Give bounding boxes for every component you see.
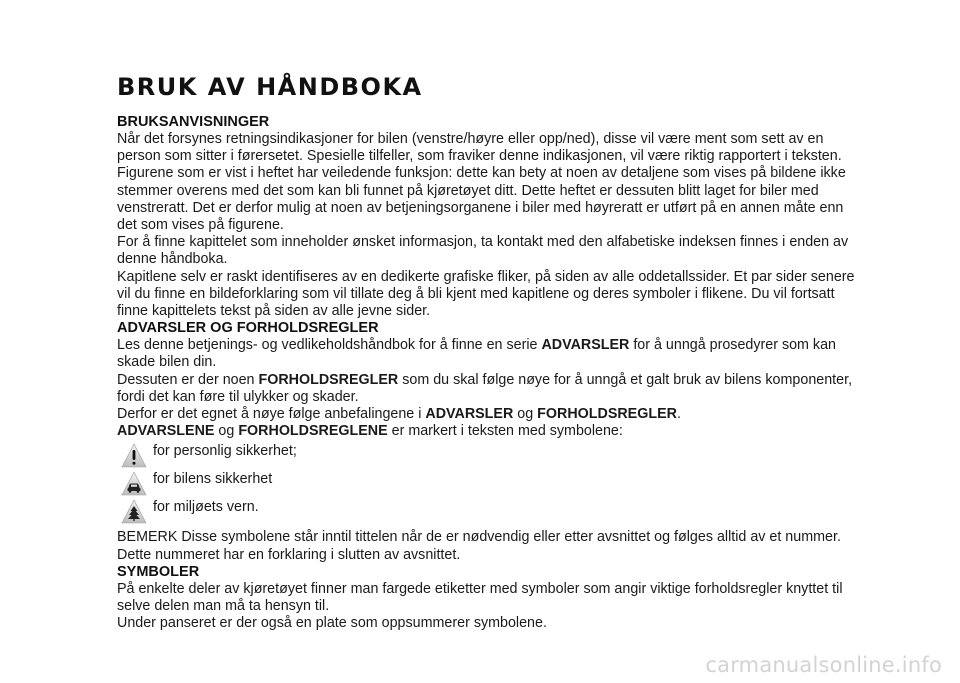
person-warning-icon bbox=[121, 443, 147, 469]
paragraph: Når det forsynes retningsindikasjoner for bilen (venstre/høyre eller opp/ned), disse vil være ment som sett av en person som sitter i førersetet. Spesielle tilfeller, som fraviker denne indikasjonen, vil være riktig rapportert i teksten. bbox=[117, 131, 842, 165]
bold-term: ADVARSLER bbox=[541, 337, 630, 354]
car-warning-icon bbox=[121, 471, 147, 497]
text-run: som du skal følge nøye for å unngå et galt bruk av bilens komponenter, fordi det kan føre til ulykker og skader. bbox=[117, 371, 853, 405]
text-run: Les denne betjenings- og vedlikeholdshåndbok for å finne en serie bbox=[117, 337, 542, 354]
section-heading-advarsler: ADVARSLER OG FORHOLDSREGLER bbox=[117, 320, 379, 337]
text-run: Dessuten er der noen bbox=[117, 371, 259, 388]
text-run: og bbox=[513, 406, 538, 423]
manual-page bbox=[117, 70, 859, 632]
symbol-label: for personlig sikkerhet; bbox=[153, 443, 297, 460]
text-run: er markert i teksten med symbolene: bbox=[387, 423, 623, 440]
section-heading-bruksanvisninger: BRUKSANVISNINGER bbox=[117, 114, 270, 130]
paragraph: Under panseret er der også en plate som oppsummerer symbolene. bbox=[117, 615, 547, 632]
watermark: carmanualsonline.info bbox=[705, 653, 942, 677]
symbol-row-vehicle bbox=[121, 471, 859, 499]
symbol-label: for miljøets vern. bbox=[153, 499, 259, 516]
bold-term: ADVARSLER bbox=[425, 406, 514, 423]
text-run: . bbox=[676, 406, 681, 423]
text-run: og bbox=[214, 423, 239, 440]
text-run: for å unngå prosedyrer som kan skade bilen din. bbox=[117, 337, 836, 371]
paragraph bbox=[117, 406, 859, 423]
paragraph bbox=[117, 423, 859, 440]
page-title: BRUK AV HÅNDBOKA bbox=[117, 73, 423, 101]
paragraph: På enkelte deler av kjøretøyet finner man fargede etiketter med symboler som angir viktige forholdsregler knyttet til selve delen man må ta hensyn til. bbox=[117, 580, 843, 615]
tree-warning-icon bbox=[121, 499, 147, 525]
bold-term: ADVARSLENE bbox=[117, 423, 215, 440]
symbol-row-environment bbox=[121, 499, 859, 527]
paragraph: Kapitlene selv er raskt identifiseres av en dedikerte grafiske fliker, på siden av alle oddetallssider. Et par sider senere vil du finne en bildeforklaring som vil tillate deg å bli kjent med kapitlene og deres symboler i flikene. Du vil fortsatt finne kapittelets tekst på siden av alle jevne sider. bbox=[117, 268, 855, 320]
text-run: Derfor er det egnet å nøye følge anbefalingene i bbox=[117, 406, 426, 423]
bold-term: FORHOLDSREGLER bbox=[258, 371, 399, 388]
bold-term: FORHOLDSREGLER bbox=[537, 406, 677, 423]
paragraph bbox=[117, 372, 859, 406]
bold-term: FORHOLDSREGLENE bbox=[238, 423, 388, 440]
paragraph: For å finne kapittelet som inneholder ønsket informasjon, ta kontakt med den alfabetiske indeksen finnes i enden av denne håndboka. bbox=[117, 234, 849, 268]
section-heading-symboler: SYMBOLER bbox=[117, 563, 200, 580]
paragraph-note: BEMERK Disse symbolene står inntil tittelen når de er nødvendig eller etter avsnittet og følges alltid av et nummer. Dette nummeret har en forklaring i slutten av avsnittet. bbox=[117, 529, 841, 563]
paragraph: Figurene som er vist i heftet har veiledende funksjon: dette kan bety at noen av detaljene som vises på bildene ikke stemmer overens med det som kan bli funnet på kjøretøyet ditt. Dette heftet er dessuten blitt laget for biler med venstreratt. Det er derfor mulig at noen av betjeningsorganene i biler med høyreratt er utført på en annen måte enn det som vises på figurene. bbox=[117, 165, 846, 234]
paragraph bbox=[117, 337, 859, 371]
symbol-row-personal bbox=[121, 443, 859, 471]
symbol-label: for bilens sikkerhet bbox=[153, 471, 273, 488]
